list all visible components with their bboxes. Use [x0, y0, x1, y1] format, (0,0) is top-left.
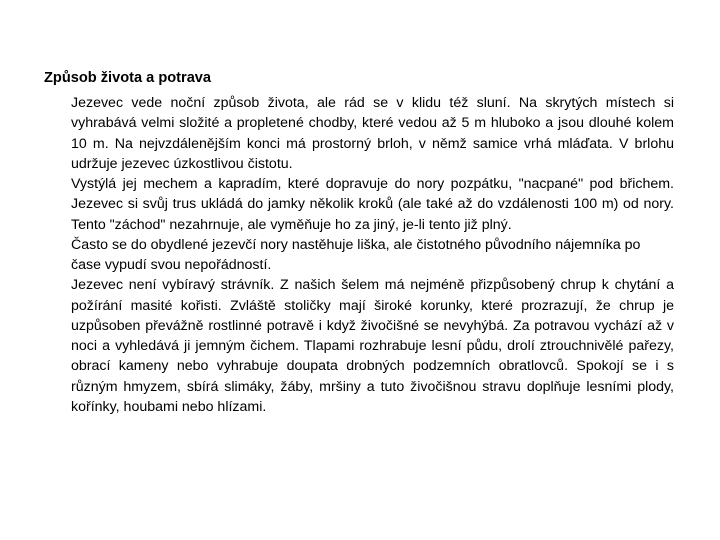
paragraph-diet: Jezevec není vybíravý strávník. Z našich šelem má nejméně přizpůsobený chrup k chytání a požírání masité kořisti. Zvláště stoličky mají široké korunky, které prozrazují, že chrup je uzpůsoben převážně rostlinné potravě i když živočišné se nevyhýbá. Za potravou vychází až v noci a vyhledává ji jemným čichem. Tlapami rozhrabuje lesní půdu, drolí ztrouchnivělé pařezy, obrací kameny nebo vyhrabuje doupata drobných podzemních obratlovců. Spokojí se i s různým hmyzem, sbírá slimáky, žáby, mršiny a tuto živočišnou stravu doplňuje lesními plody, kořínky, houbami nebo hlízami.: [71, 277, 674, 415]
paragraph-nest-lining: Vystýlá jej mechem a kapradím, které dopravuje do nory pozpátku, "nacpané" pod břichem. Jezevec si svůj trus ukládá do jamky několik kroků (ale také až do vzdálenosti 100 m) od nory. Tento "záchod" nezahrnuje, ale vyměňuje ho za jiný, je-li tento již plný.: [71, 176, 674, 233]
section-heading: Způsob života a potrava: [44, 70, 212, 86]
paragraph-fox: Často se do obydlené jezevčí nory nastěhuje liška, ale čistotného původního nájemníka po čase vypudí svou nepořádností.: [71, 236, 641, 273]
paragraph-burrow: Jezevec vede noční způsob života, ale rád se v klidu též sluní. Na skrytých místech si vyhrabává velmi složité a propletené chodby, které vedou až 5 m hluboko a jsou dlouhé kolem 10 m. Na nejvzdálenějším konci má prostorný brloh, v němž samice vrhá mláďata. V brlohu udržuje jezevec úzkostlivou čistotu.: [71, 95, 674, 172]
body-text: [71, 93, 674, 417]
